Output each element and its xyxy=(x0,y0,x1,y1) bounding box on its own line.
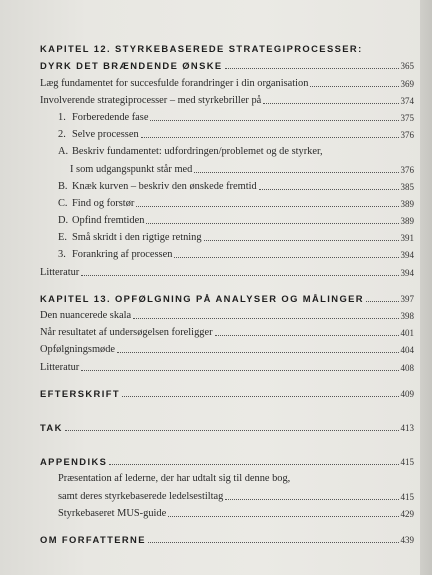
toc-entry-text: Knæk kurven – beskriv den ønskede fremtid xyxy=(72,180,257,192)
dot-leader xyxy=(174,257,398,258)
toc-page-number: 385 xyxy=(400,181,414,192)
toc-entry-text: APPENDIKS xyxy=(40,456,108,468)
toc-entry-title xyxy=(40,327,213,339)
toc-entry xyxy=(40,193,414,210)
toc-entry xyxy=(40,210,414,227)
section-gap xyxy=(40,279,414,288)
toc-page-number: 404 xyxy=(400,345,414,356)
dot-leader xyxy=(148,542,399,543)
toc-page-number: 394 xyxy=(400,250,414,261)
dot-leader xyxy=(133,318,398,319)
toc-entry-text: samt deres styrkebaserede ledelsestiltag xyxy=(58,490,224,502)
toc-entry-text: Præsentation af lederne, der har udtalt sig til denne bog, xyxy=(58,473,291,485)
toc-page-number: 429 xyxy=(400,508,414,519)
toc-entry-title xyxy=(40,310,131,322)
toc-page-number: 401 xyxy=(400,328,414,339)
toc-chapter xyxy=(40,529,414,546)
toc-entry-text: KAPITEL 13. OPFØLGNING PÅ ANALYSER OG MÅLINGER xyxy=(40,292,364,304)
toc-entry-title xyxy=(40,60,223,72)
toc-page-number: 391 xyxy=(400,233,414,244)
toc-entry xyxy=(40,339,414,356)
toc-page-number: 376 xyxy=(400,130,414,141)
dot-leader xyxy=(146,223,398,224)
toc-entry-text: Forankring af processen xyxy=(72,249,173,261)
toc-entry xyxy=(40,124,414,141)
toc-page-number: 374 xyxy=(400,95,414,106)
toc-page-number: 365 xyxy=(400,61,414,72)
toc-chapter xyxy=(40,55,414,72)
toc-entry-text: Beskriv fundamentet: udfordringen/problemet og de styrker, xyxy=(72,146,323,158)
toc-entry-title xyxy=(40,293,364,305)
toc-entry-number: E. xyxy=(58,232,67,244)
section-gap xyxy=(40,434,414,451)
section-gap xyxy=(40,520,414,529)
toc-entry xyxy=(40,503,414,520)
toc-entry-text: Opfind fremtiden xyxy=(72,215,145,227)
toc-page-number: 439 xyxy=(400,534,414,545)
dot-leader xyxy=(122,396,399,397)
toc-page-number: 389 xyxy=(400,198,414,209)
toc-chapter xyxy=(40,383,414,400)
toc-entry-number: B. xyxy=(58,180,68,192)
toc-chapter xyxy=(40,451,414,468)
toc-entry-title xyxy=(40,388,120,400)
toc-entry-number: A. xyxy=(58,146,69,158)
toc-entry xyxy=(40,227,414,244)
toc-page-number: 389 xyxy=(400,216,414,227)
dot-leader xyxy=(366,301,399,302)
toc-entry-text: Den nuancerede skala xyxy=(40,310,132,321)
toc-entry-text: I som udgangspunkt står med xyxy=(70,163,193,175)
toc-entry-text: Litteratur xyxy=(40,361,80,373)
toc-entry-text: Små skridt i den rigtige retning xyxy=(72,232,202,244)
dot-leader xyxy=(194,172,398,173)
dot-leader xyxy=(136,206,398,207)
dot-leader xyxy=(81,370,398,371)
dot-leader xyxy=(259,189,399,190)
toc-chapter xyxy=(40,288,414,305)
dot-leader xyxy=(150,120,398,121)
dot-leader xyxy=(204,240,399,241)
toc-entry-text: Selve processen xyxy=(72,129,139,141)
toc-entry-title xyxy=(58,146,323,158)
toc-entry-title xyxy=(40,43,363,55)
toc-page-number: 397 xyxy=(400,293,414,304)
toc-page-number: 398 xyxy=(400,311,414,321)
toc-entry xyxy=(40,158,414,175)
dot-leader xyxy=(215,335,399,336)
toc-entry-number: 1. xyxy=(58,111,66,123)
toc-entry-title xyxy=(40,344,115,356)
toc-entry-title xyxy=(58,473,290,485)
toc-entry xyxy=(40,90,414,107)
toc-entry xyxy=(40,356,414,373)
toc-entry-title xyxy=(58,508,166,520)
toc-entry-text: Find og forstør xyxy=(72,197,135,209)
toc-entry-number: 3. xyxy=(58,249,66,261)
toc-entry-title xyxy=(40,267,79,279)
toc-entry xyxy=(40,176,414,193)
toc-entry-title xyxy=(40,362,79,374)
toc-entry-title xyxy=(58,215,144,227)
toc-entry-title xyxy=(40,78,308,90)
toc-entry-text: EFTERSKRIFT xyxy=(40,387,120,399)
toc-entry-title xyxy=(40,95,261,107)
dot-leader xyxy=(141,137,399,138)
toc-page-number: 415 xyxy=(400,491,414,502)
dot-leader xyxy=(117,352,398,353)
toc-entry-number: D. xyxy=(58,215,69,227)
toc-entry-title xyxy=(58,112,148,124)
toc-entry-text: KAPITEL 12. STYRKEBASEREDE STRATEGIPROCESSER: xyxy=(40,43,363,55)
toc-entry xyxy=(40,244,414,261)
dot-leader xyxy=(109,464,398,465)
toc-entry xyxy=(40,261,414,278)
toc-page-number: 408 xyxy=(400,362,414,373)
toc-page-number: 375 xyxy=(400,112,414,123)
toc-entry xyxy=(40,141,414,158)
toc-entry-text: OM FORFATTERNE xyxy=(40,533,146,545)
toc-entry-title xyxy=(58,181,257,193)
toc-entry-text: Forberedende fase xyxy=(72,111,149,123)
toc-page-number: 376 xyxy=(400,164,414,175)
dot-leader xyxy=(263,103,398,104)
toc-page-number: 413 xyxy=(400,422,414,433)
toc-entry-number: 2. xyxy=(58,129,66,141)
toc-entry-title xyxy=(40,422,63,434)
toc-entry-text: Læg fundamentet for succesfulde forandringer i din organisation xyxy=(40,77,309,89)
section-gap xyxy=(40,374,414,383)
table-of-contents xyxy=(40,38,414,546)
dot-leader xyxy=(225,68,399,69)
toc-entry-title xyxy=(58,249,172,261)
toc-entry-title xyxy=(58,129,139,141)
toc-entry-text: Når resultatet af undersøgelsen foreligger xyxy=(40,327,213,339)
toc-entry-text: DYRK DET BRÆNDENDE ØNSKE xyxy=(40,60,223,72)
toc-page-number: 415 xyxy=(400,457,414,468)
toc-entry xyxy=(40,107,414,124)
toc-entry-title xyxy=(40,534,146,546)
dot-leader xyxy=(225,499,398,500)
toc-entry xyxy=(40,322,414,339)
next-page-edge xyxy=(420,0,432,575)
dot-leader xyxy=(81,275,398,276)
toc-entry-text: Opfølgningsmøde xyxy=(40,344,116,356)
dot-leader xyxy=(168,516,398,517)
toc-chapter xyxy=(40,38,414,55)
toc-entry-title xyxy=(58,491,223,503)
toc-entry-text: Styrkebaseret MUS-guide xyxy=(58,507,167,519)
toc-entry-text: TAK xyxy=(40,421,63,433)
toc-chapter xyxy=(40,417,414,434)
toc-page-number: 369 xyxy=(400,78,414,89)
toc-entry xyxy=(40,305,414,322)
toc-entry-title xyxy=(58,232,202,244)
toc-page-number: 394 xyxy=(400,267,414,278)
toc-entry xyxy=(40,485,414,502)
dot-leader xyxy=(65,430,399,431)
toc-entry-text: Litteratur xyxy=(40,266,80,278)
toc-entry-number: C. xyxy=(58,197,68,209)
toc-entry-text: Involverende strategiprocesser – med styrkebriller på xyxy=(40,94,262,106)
toc-entry xyxy=(40,468,414,485)
dot-leader xyxy=(310,86,398,87)
toc-entry xyxy=(40,72,414,89)
toc-entry-title xyxy=(40,456,107,468)
toc-entry-title xyxy=(70,164,192,176)
toc-entry-title xyxy=(58,198,134,210)
toc-page-number: 409 xyxy=(400,388,414,399)
section-gap xyxy=(40,400,414,417)
